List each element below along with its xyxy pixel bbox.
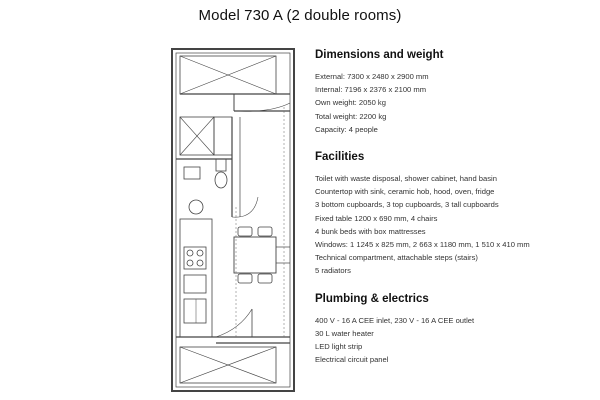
toilet-bowl <box>215 172 227 188</box>
spec-line: 3 bottom cupboards, 3 top cupboards, 3 tall cupboards <box>315 200 499 210</box>
chair <box>238 274 252 283</box>
sink <box>189 200 203 214</box>
info-panel <box>315 48 595 380</box>
section-heading: Plumbing & electrics <box>315 292 429 305</box>
section-heading: Facilities <box>315 151 365 164</box>
spec-line: Capacity: 4 people <box>315 124 378 134</box>
spec-line: LED light strip <box>315 342 363 352</box>
section-facilities <box>315 150 595 278</box>
section-heading: Dimensions and weight <box>315 49 444 61</box>
spec-line: Technical compartment, attachable steps (stairs) <box>315 253 478 263</box>
spec-line: 30 L water heater <box>315 328 374 338</box>
spec-line: Toilet with waste disposal, shower cabinet, hand basin <box>315 174 497 184</box>
spec-line: Internal: 7196 x 2376 x 2100 mm <box>315 85 427 95</box>
section-dimensions <box>315 48 595 136</box>
spec-line: 400 V - 16 A CEE inlet, 230 V - 16 A CEE outlet <box>315 315 475 325</box>
chair <box>238 227 252 236</box>
page-title: Model 730 A (2 double rooms) <box>198 7 402 24</box>
spec-line: Windows: 1 1245 x 825 mm, 2 663 x 1180 mm, 1 510 x 410 mm <box>315 240 530 250</box>
spec-line: Fixed table 1200 x 690 mm, 4 chairs <box>315 213 438 223</box>
floor-plan <box>170 47 296 393</box>
chair <box>258 227 272 236</box>
chair <box>258 274 272 283</box>
toilet <box>216 159 226 171</box>
spec-line: Countertop with sink, ceramic hob, hood, oven, fridge <box>315 187 495 197</box>
spec-line: Total weight: 2200 kg <box>315 111 387 121</box>
spec-line: 5 radiators <box>315 266 351 276</box>
spec-line: Electrical circuit panel <box>315 355 389 365</box>
hand-basin <box>184 167 200 179</box>
fridge <box>184 299 206 323</box>
oven <box>184 275 206 293</box>
table <box>234 237 276 273</box>
spec-line: Own weight: 2050 kg <box>315 98 386 108</box>
outer-wall <box>172 49 294 391</box>
section-plumbing <box>315 292 595 367</box>
spec-line: 4 bunk beds with box mattresses <box>315 226 426 236</box>
ceramic-hob <box>184 247 206 269</box>
spec-line: External: 7300 x 2480 x 2900 mm <box>315 72 429 81</box>
